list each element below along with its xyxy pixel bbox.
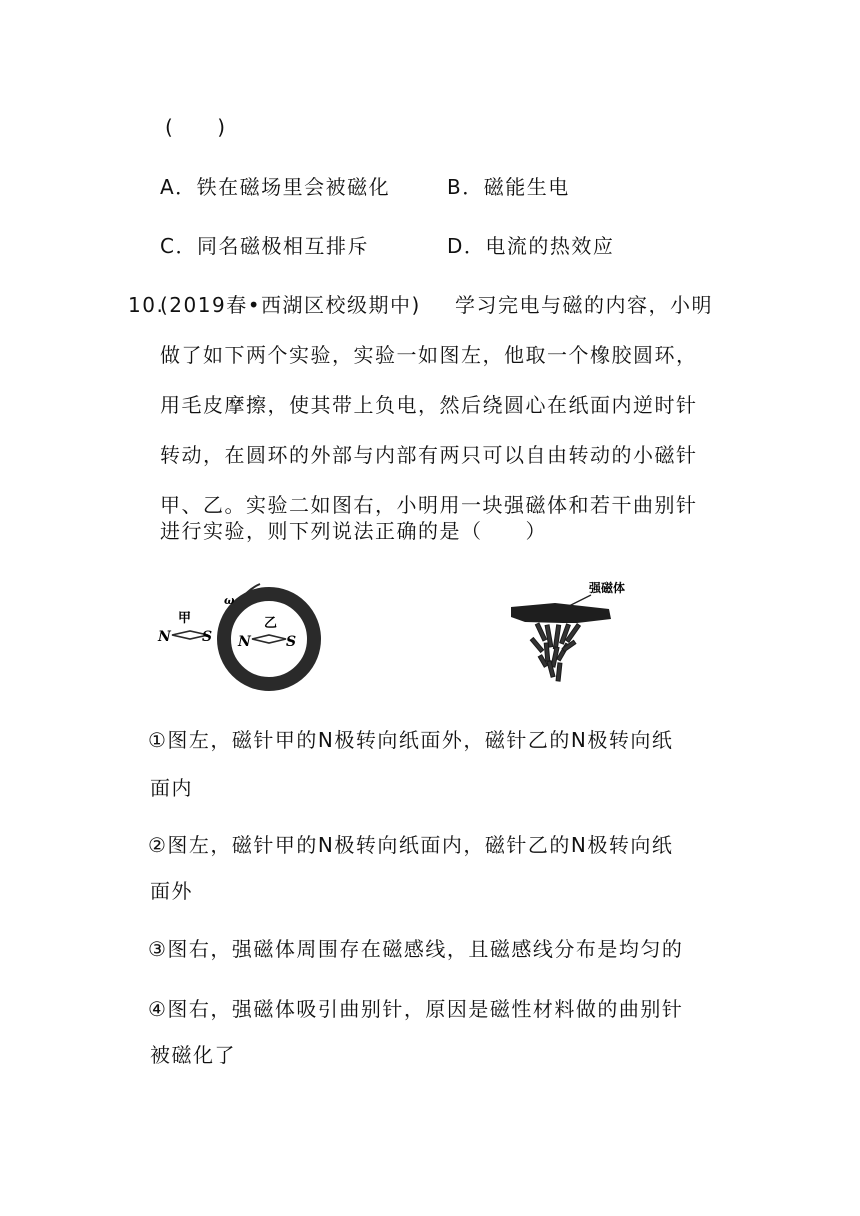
statement-1: ①图左，磁针甲的N极转向纸面外，磁针乙的N极转向纸 [148,728,674,752]
option-a: A．铁在磁场里会被磁化 [160,175,391,199]
needle-jia-s: S [202,629,213,645]
strong-magnet-icon [511,603,611,623]
question-line: 学习完电与磁的内容，小明 [455,293,713,317]
needle-jia-label: 甲 [178,611,192,626]
option-d: D．电流的热效应 [447,234,615,258]
omega-label: ω [224,594,235,607]
needle-yi-label: 乙 [264,616,278,631]
option-b: B．磁能生电 [447,175,570,199]
statement-2: ②图左，磁针甲的N极转向纸面内，磁针乙的N极转向纸 [148,833,674,857]
statement-4: ④图右，强磁体吸引曲别针，原因是磁性材料做的曲别针 [148,997,684,1021]
answer-blank: ( ) [165,115,227,139]
question-number: 10. [128,293,165,317]
question-line: 甲、乙。实验二如图右，小明用一块强磁体和若干曲别针 [160,493,698,517]
magnet-figure [505,575,665,695]
magnet-label: 强磁体 [589,581,626,595]
needle-yi-icon [252,635,286,643]
needle-jia-n: N [158,629,171,645]
question-line: 转动，在圆环的外部与内部有两只可以自由转动的小磁针 [160,443,698,467]
question-source: (2019春•西湖区校级期中) [160,293,421,317]
statement-1-cont: 面内 [150,776,193,800]
ring-figure [150,575,350,705]
option-c: C．同名磁极相互排斥 [160,234,369,258]
needle-yi-n: N [238,634,251,650]
statement-4-cont: 被磁化了 [150,1043,236,1067]
paper-clips-icon [530,623,580,681]
question-line: 做了如下两个实验，实验一如图左，他取一个橡胶圆环， [160,343,698,367]
statement-3: ③图右，强磁体周围存在磁感线，且磁感线分布是均匀的 [148,937,684,961]
statement-2-cont: 面外 [150,879,193,903]
needle-yi-s: S [286,634,297,650]
question-line: 用毛皮摩擦，使其带上负电，然后绕圆心在纸面内逆时针 [160,393,698,417]
question-line: 进行实验，则下列说法正确的是（ ） [160,519,547,543]
